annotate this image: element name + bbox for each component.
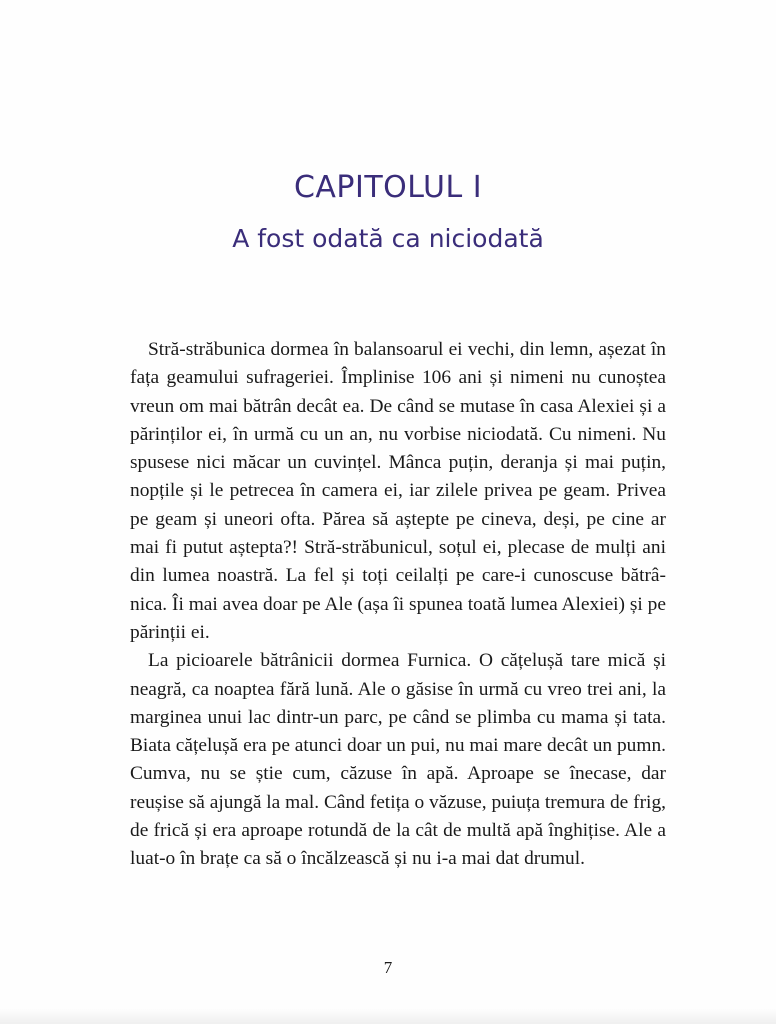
chapter-subtitle: A fost odată ca niciodată: [232, 223, 544, 253]
paragraph: La picioarele bătrânicii dormea Furnica. O cățelușă tare mică și neagră, ca noaptea fără lună. Ale o găsise în urmă cu vreo trei ani, la marginea unui lac dintr-un parc, pe când se plimba cu mama și tata. Biata cățelușă era pe atunci doar un pui, nu mai mare decât un pumn. Cumva, nu se știe cum, căzuse în apă. Aproape se înecase, dar reușise să ajungă la mal. Când fetița o văzuse, puiuța tremura de frig, de frică și era aproape rotundă de la cât de multă apă înghițise. Ale a luat-o în brațe ca să o încălzească și nu i-a mai dat drumul.: [130, 650, 666, 870]
page-edge-shadow: [0, 1008, 776, 1024]
page-number: 7: [383, 958, 393, 977]
body-text: [130, 336, 666, 874]
paragraph: Stră-străbunica dormea în balansoarul ei vechi, din lemn, așezat în fața geamului sufrageriei. Împlinise 106 ani și nimeni nu cunoștea vreun om mai bătrân decât ea. De când se mutase în casa Alexiei și a părinților ei, în urmă cu un an, nu vorbise niciodată. Cu nimeni. Nu spusese nici măcar un cuvințel. Mânca puțin, deranja și mai puțin, nopțile și le petrecea în camera ei, iar zilele privea pe geam. Privea pe geam și uneori ofta. Părea să aștepte pe cineva, deși, pe cine ar mai fi putut aștepta?! Stră-străbunicul, soțul ei, plecase de mulți ani din lumea noastră. La fel și toți ceilalți pe care-i cunoscuse bătrânica. Îi mai avea doar pe Ale (așa îi spunea toată lumea Alexiei) și pe părinții ei.: [130, 339, 666, 643]
chapter-title: CAPITOLUL I: [293, 170, 483, 206]
